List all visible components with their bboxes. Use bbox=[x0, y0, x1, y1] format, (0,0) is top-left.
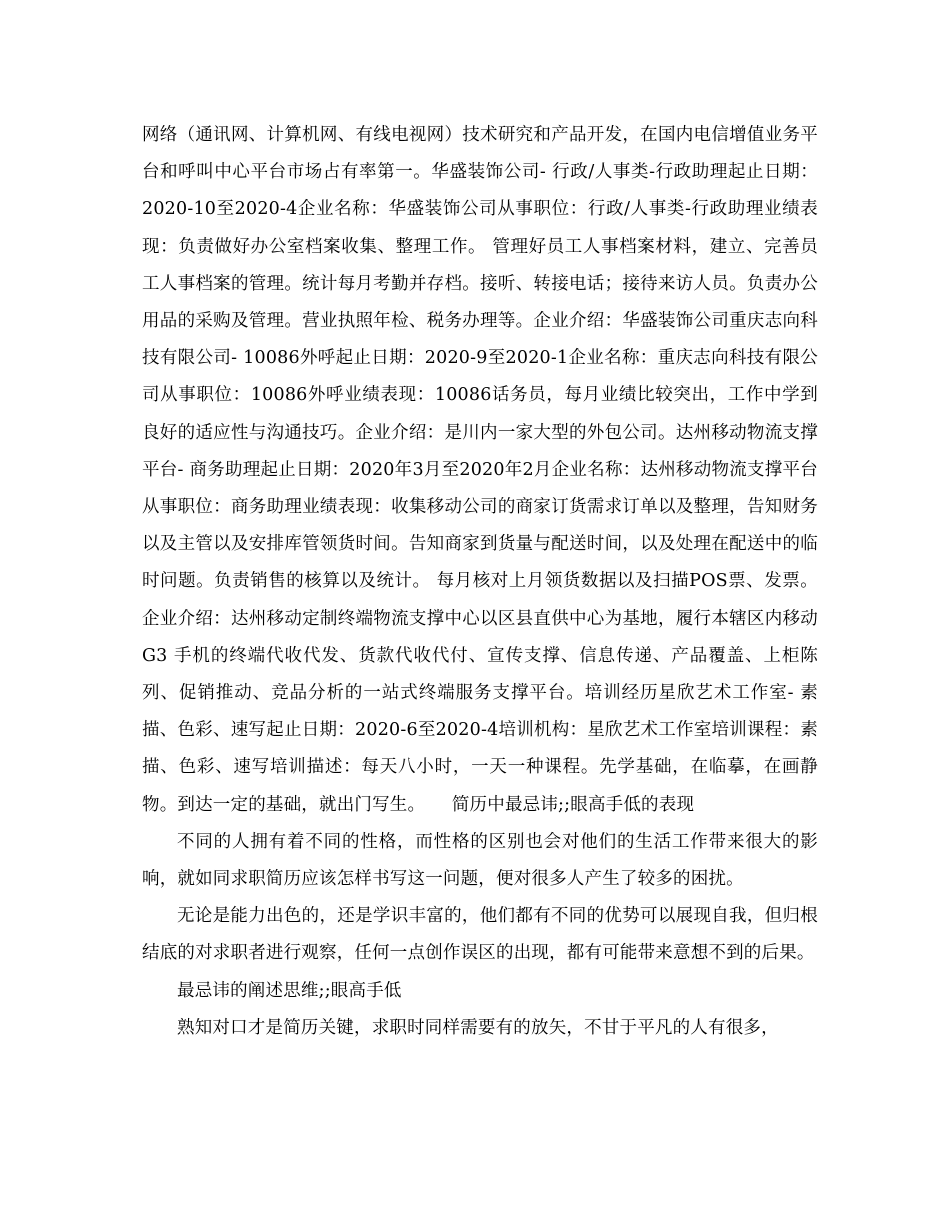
body-paragraph-1: 网络（通讯网、计算机网、有线电视网）技术研究和产品开发，在国内电信增值业务平台和呼叫中心平台市场占有率第一。华盛装饰公司- 行政/人事类-行政助理起止日期：2020-10至2020-4企业名称：华盛装饰公司从事职位：行政/人事类-行政助理业绩表现：负责做好办公室档案收集、整理工作。 管理好员工人事档案材料，建立、完善员工人事档案的管理。统计每月考勤并存档。接听、转接电话；接待来访人员。负责办公用品的采购及管理。营业执照年检、税务办理等。企业介绍：华盛装饰公司重庆志向科技有限公司- 10086外呼起止日期：2020-9至2020-1企业名称：重庆志向科技有限公司从事职位：10086外呼业绩表现：10086话务员，每月业绩比较突出，工作中学到良好的适应性与沟通技巧。企业介绍：是川内一家大型的外包公司。达州移动物流支撑平台- 商务助理起止日期：2020年3月至2020年2月企业名称：达州移动物流支撑平台从事职位：商务助理业绩表现：收集移动公司的商家订货需求订单以及整理，告知财务以及主管以及安排库管领货时间。告知商家到货量与配送时间，以及处理在配送中的临时问题。负责销售的核算以及统计。 每月核对上月领货数据以及扫描POS票、发票。企业介绍：达州移动定制终端物流支撑中心以区县直供中心为基地，履行本辖区内移动G3 手机的终端代收代发、货款代收代付、宣传支撑、信息传递、产品覆盖、上柜陈列、促销推动、竞品分析的一站式终端服务支撑平台。培训经历星欣艺术工作室- 素描、色彩、速写起止日期：2020-6至2020-4培训机构：星欣艺术工作室培训课程：素描、色彩、速写培训描述：每天八小时，一天一种课程。先学基础，在临摹，在画静物。到达一定的基础，就出门写生。 简历中最忌讳;;眼高手低的表现 bbox=[142, 125, 818, 815]
body-paragraph-3: 无论是能力出色的，还是学识丰富的，他们都有不同的优势可以展现自我，但归根结底的对求职者进行观察，任何一点创作误区的出现，都有可能带来意想不到的后果。 bbox=[142, 906, 818, 964]
body-paragraph-2: 不同的人拥有着不同的性格，而性格的区别也会对他们的生活工作带来很大的影响，就如同求职简历应该怎样书写这一问题，便对很多人产生了较多的困扰。 bbox=[142, 831, 818, 890]
section-heading: 最忌讳的阐述思维;;眼高手低 bbox=[177, 980, 402, 1001]
body-paragraph-4: 熟知对口才是简历关键，求职时同样需要有的放矢，不甘于平凡的人有很多， bbox=[177, 1017, 779, 1038]
